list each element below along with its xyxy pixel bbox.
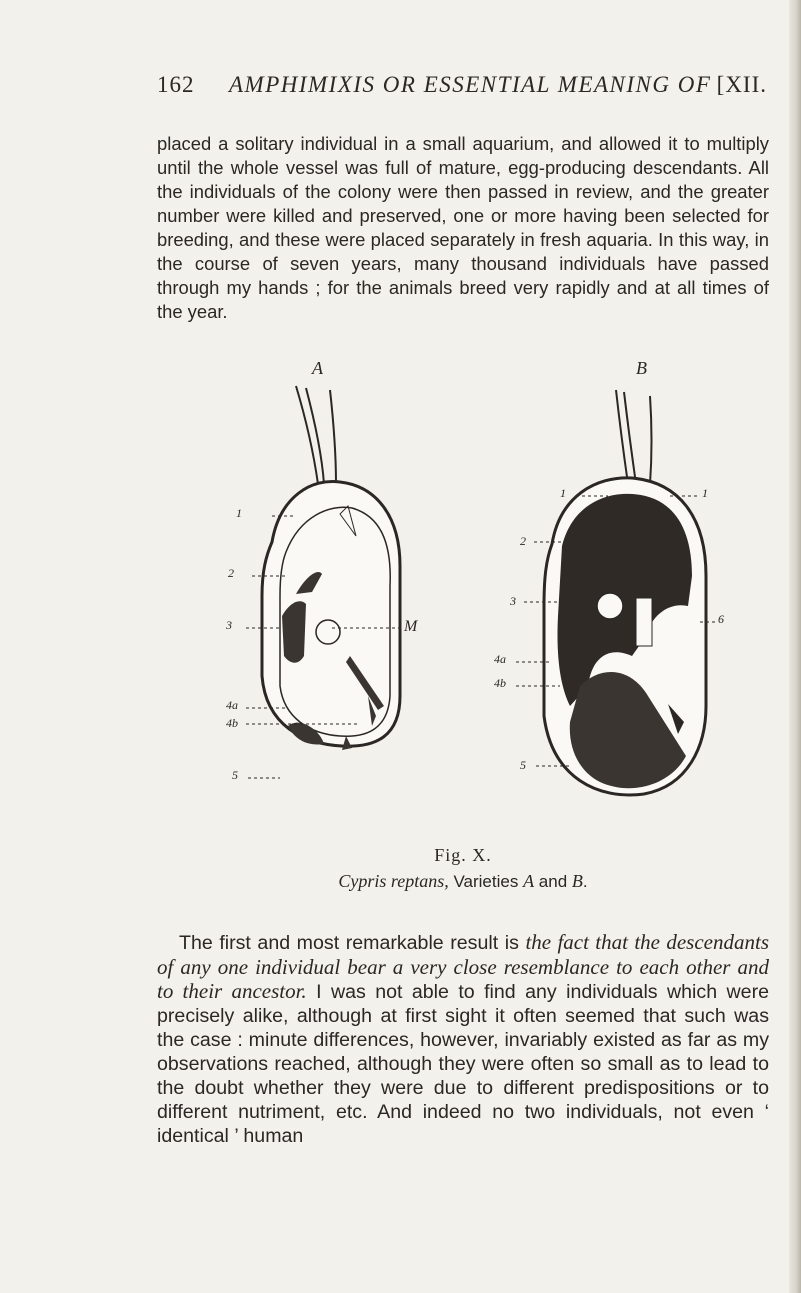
caption-end: . xyxy=(582,872,588,891)
antenna-a-left xyxy=(296,386,318,484)
label-a-5: 5 xyxy=(232,768,238,782)
label-b-5: 5 xyxy=(520,758,526,772)
caption-rest: Varieties xyxy=(448,872,524,891)
running-header xyxy=(157,72,767,106)
label-variety-b: B xyxy=(636,358,647,378)
paragraph-2 xyxy=(157,931,769,1149)
figure-x xyxy=(200,358,760,866)
paragraph-2-lead: The first and most remarkable result is xyxy=(179,931,526,954)
paragraph-1: placed a solitary individual in a small aquarium, and allowed it to multiply until the whole vessel was full of mature, egg-producing descendants. All the individuals of the colony were then passed in review, and the greater number were killed and preserved, one or more having been selected for breeding, and these were placed separately in fresh aquaria. In this way, in the course of seven years, many thousand individuals have passed through my hands ; for the animals breed very rapidly and at all times of the year. xyxy=(157,133,769,322)
label-b-4b: 4b xyxy=(494,676,506,690)
page-number: 162 xyxy=(157,72,195,97)
caption-species: Cypris reptans, xyxy=(338,871,449,891)
cypris-variety-b xyxy=(516,390,716,795)
page-edge xyxy=(789,0,801,1293)
caption-and: and xyxy=(534,872,572,891)
label-b-4a: 4a xyxy=(494,652,506,666)
eye-b xyxy=(597,593,623,619)
label-b-3: 3 xyxy=(510,594,516,608)
figure-caption-title: Fig. X. xyxy=(434,845,492,865)
chapter-number: [XII. xyxy=(716,72,767,97)
paragraph-2-rest: I was not able to find any individuals which were precisely alike, although at first sight it often seemed that such was the case : minute differences, however, invariably existed as far as my observations reached, although they were often so small as to lead to the doubt whether they were due to different predispositions or to different nutriment, etc. And indeed no two individuals, not even ‘ identical ’ human xyxy=(157,981,769,1147)
label-a-4a: 4a xyxy=(226,698,238,712)
running-title: AMPHIMIXIS OR ESSENTIAL MEANING OF xyxy=(229,72,712,97)
label-a-3: 3 xyxy=(226,618,232,632)
label-a-4b: 4b xyxy=(226,716,238,730)
cypris-variety-a xyxy=(246,386,400,778)
label-a-m: M xyxy=(404,618,418,635)
label-b-1-right: 1 xyxy=(702,486,708,500)
figure-illustration xyxy=(200,366,760,846)
label-a-2: 2 xyxy=(228,566,234,580)
antenna-b-right xyxy=(650,396,652,484)
label-variety-a: A xyxy=(312,358,323,378)
label-b-6: 6 xyxy=(718,612,724,626)
label-b-1-left: 1 xyxy=(560,486,566,500)
antenna-a-right xyxy=(330,390,336,484)
caption-b: B xyxy=(571,871,583,891)
label-a-1: 1 xyxy=(236,506,242,520)
label-b-2: 2 xyxy=(520,534,526,548)
paragraph-2-emphasis: the fact that the descendants of any one individual bear a very close resemblance to each other and to their ancestor. xyxy=(157,929,769,1004)
caption-a: A xyxy=(523,871,535,891)
detail-b-1 xyxy=(636,598,652,646)
figure-caption xyxy=(157,871,769,892)
